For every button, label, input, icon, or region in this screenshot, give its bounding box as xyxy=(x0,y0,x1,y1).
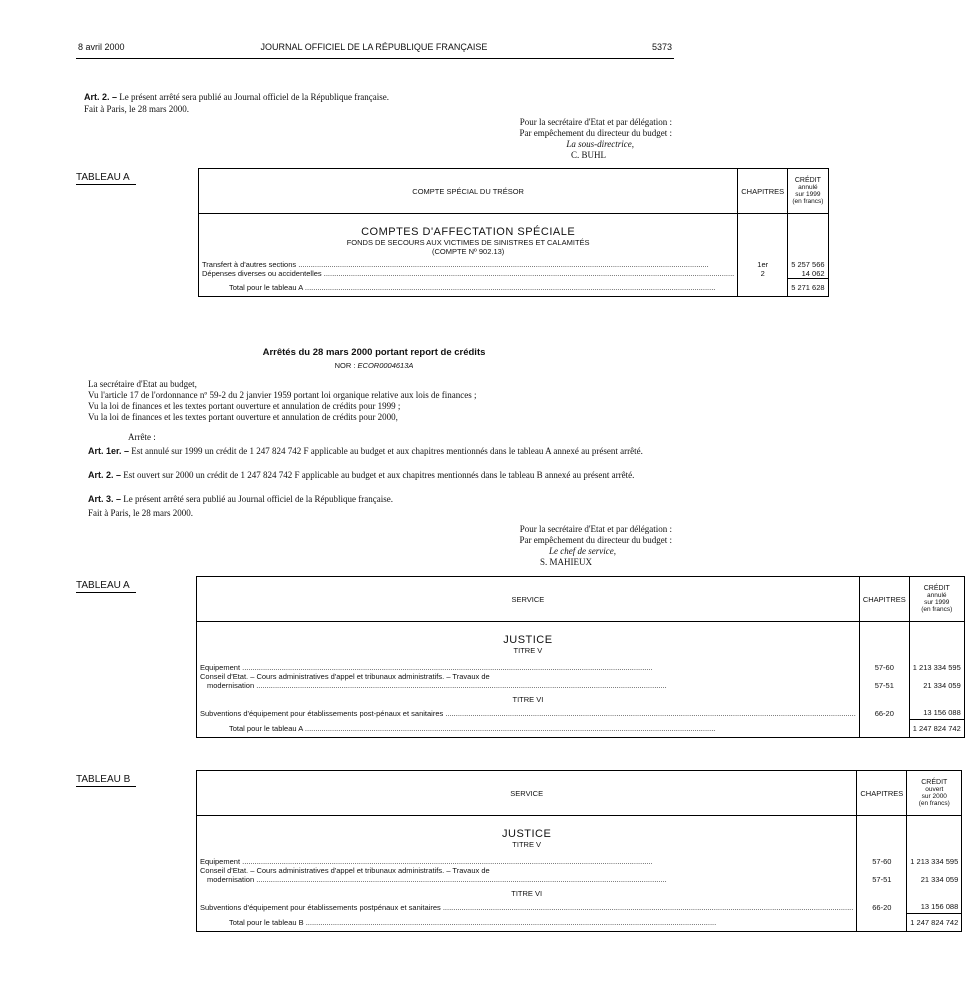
table3-col-chapitres: CHAPITRES xyxy=(857,771,907,816)
table3-total-label: Total pour le tableau B xyxy=(229,917,304,927)
header-date: 8 avril 2000 xyxy=(78,42,125,52)
visa-line: Vu l'article 17 de l'ordonnance nº 59-2 du 2 janvier 1959 portant loi organique relative aux lois de finances ; xyxy=(88,390,477,400)
signature-line: Par empêchement du directeur du budget : xyxy=(519,128,672,138)
table1-col-chapitres: CHAPITRES xyxy=(738,169,788,214)
signature-role: La sous-directrice, xyxy=(566,139,634,149)
table1-section-sub: FONDS DE SECOURS AUX VICTIMES DE SINISTRES ET CALAMITÉS xyxy=(346,238,590,247)
table-row-amount: 13 156 088 xyxy=(907,902,962,914)
visas-block xyxy=(88,379,678,423)
signature-block-2 xyxy=(520,524,672,568)
table2-col-service: SERVICE xyxy=(197,577,860,622)
art2-paragraph xyxy=(84,92,674,103)
table3-col-service: SERVICE xyxy=(197,771,857,816)
signature-line: Pour la secrétaire d'Etat et par délégation : xyxy=(519,524,672,534)
table-row-amount: 21 334 059 xyxy=(909,681,964,690)
table1-section-sub2: (COMPTE Nº 902.13) xyxy=(431,247,505,256)
table2-tag: TABLEAU A xyxy=(76,580,136,593)
table3-titre-v: TITRE V xyxy=(512,840,542,849)
nor-value: ECOR0004613A xyxy=(357,361,414,370)
header-rule xyxy=(76,58,674,59)
table1-section-title: COMPTES D'AFFECTATION SPÉCIALE xyxy=(361,226,576,238)
table-row-amount: 14 062 xyxy=(788,269,828,279)
fait-paragraph-2: Fait à Paris, le 28 mars 2000. xyxy=(88,508,193,518)
table-row-chapitre: 66-20 xyxy=(857,902,907,914)
signature-line: Par empêchement du directeur du budget : xyxy=(519,535,672,545)
table-row-chapitre: 57-51 xyxy=(857,875,907,884)
art1-label: Art. 1er. – xyxy=(88,446,130,456)
art2b-paragraph xyxy=(78,470,674,481)
table-row-amount: 1 213 334 595 xyxy=(909,663,964,672)
art2-text: Le présent arrêté sera publié au Journal officiel de la République française. xyxy=(119,92,389,102)
table-row-amount: 5 257 566 xyxy=(788,256,828,269)
table-row-chapitre: 57-60 xyxy=(859,663,909,672)
art2-label: Art. 2. – xyxy=(84,92,118,102)
table-row-chapitre: 57-60 xyxy=(857,857,907,866)
table3-col-credit: CRÉDIT ouvert sur 2000 (en francs) xyxy=(907,771,962,816)
art3-text: Le présent arrêté sera publié au Journal officiel de la République française. xyxy=(123,494,393,504)
table1-col-compte: COMPTE SPÉCIAL DU TRÉSOR xyxy=(199,169,738,214)
table-row-label: Conseil d'Etat. – Cours administratives d'appel et tribunaux administratifs. – Travaux de xyxy=(200,866,490,875)
table-row-chapitre: 2 xyxy=(738,269,788,279)
table2-titre-v: TITRE V xyxy=(513,646,543,655)
signature-name: S. MAHIEUX xyxy=(539,557,592,567)
visa-line: Vu la loi de finances et les textes portant ouverture et annulation de crédits pour 2000, xyxy=(88,412,398,422)
table-row-amount: 13 156 088 xyxy=(909,708,964,720)
table-row-label: Dépenses diverses ou accidentelles xyxy=(202,269,322,279)
art1-paragraph xyxy=(78,446,674,457)
table2-col-chapitres: CHAPITRES xyxy=(859,577,909,622)
table3 xyxy=(196,770,962,932)
table2-titre-vi: TITRE VI xyxy=(512,695,544,704)
table3-tag: TABLEAU B xyxy=(76,774,136,787)
art2b-label: Art. 2. – xyxy=(88,470,122,480)
signature-block-1 xyxy=(520,117,672,161)
table2-total-amount: 1 247 824 742 xyxy=(909,720,964,738)
table-row-amount: 21 334 059 xyxy=(907,875,962,884)
table-row-label: Transfert à d'autres sections xyxy=(202,260,297,269)
table-row-label: Subventions d'équipement pour établissements post-pénaux et sanitaires xyxy=(200,709,444,719)
table-row-label: Conseil d'Etat. – Cours administratives d'appel et tribunaux administratifs. – Travaux de xyxy=(200,672,490,681)
table1 xyxy=(198,168,829,297)
arrete-title: Arrêtés du 28 mars 2000 portant report de crédits xyxy=(262,347,486,358)
table1-col-credit: CRÉDIT annulé sur 1999 (en francs) xyxy=(788,169,828,214)
table-row-chapitre: 1er xyxy=(738,256,788,269)
table2 xyxy=(196,576,965,738)
nor-line: NOR : ECOR0004613A xyxy=(334,361,414,370)
table-row-label: Subventions d'équipement pour établissements postpénaux et sanitaires xyxy=(200,903,441,913)
table-row-amount: 1 213 334 595 xyxy=(907,857,962,866)
visa-line: Vu la loi de finances et les textes portant ouverture et annulation de crédits pour 1999 ; xyxy=(88,401,401,411)
table1-total-amount: 5 271 628 xyxy=(788,279,828,297)
table3-section-title: JUSTICE xyxy=(502,828,552,840)
signature-line: Pour la secrétaire d'Etat et par délégation : xyxy=(519,117,672,127)
art3-paragraph xyxy=(78,494,674,505)
table-row-label: Equipement xyxy=(200,663,241,672)
table-row-label-cont: modernisation xyxy=(207,681,255,690)
art3-label: Art. 3. – xyxy=(88,494,122,504)
header-journal-title: JOURNAL OFFICIEL DE LA RÉPUBLIQUE FRANÇAISE xyxy=(260,42,488,52)
table1-tag: TABLEAU A xyxy=(76,172,136,185)
table-row-label-cont: modernisation xyxy=(207,875,255,884)
table-row-label: Equipement xyxy=(200,857,241,866)
fait-paragraph: Fait à Paris, le 28 mars 2000. xyxy=(84,104,189,114)
arrete-word: Arrête : xyxy=(128,432,156,442)
art1-text: Est annulé sur 1999 un crédit de 1 247 824 742 F applicable au budget et aux chapitres mentionnés dans le tableau A annexé au présent arrêté. xyxy=(131,446,643,456)
visa-line: La secrétaire d'Etat au budget, xyxy=(88,379,197,389)
table-row-chapitre: 66-20 xyxy=(859,708,909,720)
table3-titre-vi: TITRE VI xyxy=(511,889,543,898)
art2b-text: Est ouvert sur 2000 un crédit de 1 247 824 742 F applicable au budget et aux chapitres mentionnés dans le tableau B annexé au présent arrêté. xyxy=(123,470,635,480)
signature-name: C. BUHL xyxy=(570,150,606,160)
table1-total-label: Total pour le tableau A xyxy=(229,282,303,292)
header-page-number: 5373 xyxy=(651,42,672,52)
table-row-chapitre: 57-51 xyxy=(859,681,909,690)
table2-total-label: Total pour le tableau A xyxy=(229,723,303,733)
table3-total-amount: 1 247 824 742 xyxy=(907,914,962,932)
table2-col-credit: CRÉDIT annulé sur 1999 (en francs) xyxy=(909,577,964,622)
signature-role: Le chef de service, xyxy=(549,546,616,556)
table2-section-title: JUSTICE xyxy=(503,634,553,646)
